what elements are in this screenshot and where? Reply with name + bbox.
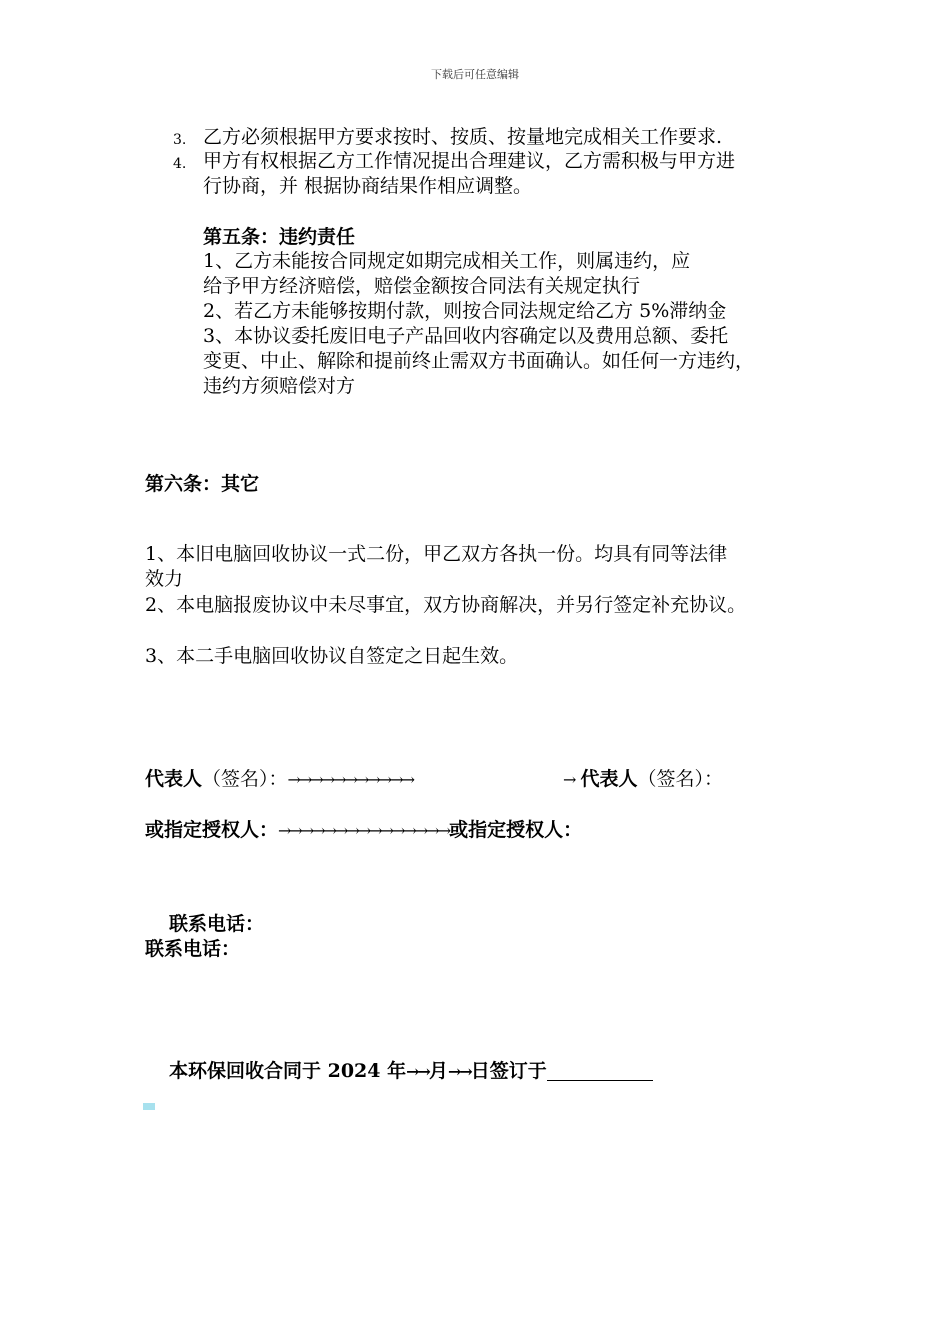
- phone-label-2: 联系电话：: [145, 938, 241, 960]
- article-6-p1-line-1: 1、本旧电脑回收协议一式二份，甲乙双方各执一份。均具有同等法律: [145, 543, 728, 565]
- article-6-title: 第六条：其它: [145, 473, 260, 495]
- tab-arrows: →→: [406, 1062, 429, 1081]
- page-header: 下载后可任意编辑: [431, 68, 519, 81]
- item-3-number: 3.: [173, 132, 187, 148]
- article-6-p3: 3、本二手电脑回收协议自签定之日起生效。: [145, 645, 519, 667]
- representative-label-2: 代表人: [580, 768, 638, 790]
- article-5-line-4: 3、本协议委托废旧电子产品回收内容确定以及费用总额、委托: [203, 325, 729, 347]
- authorized-row: [145, 818, 582, 843]
- item-3-text: 乙方必须根据甲方要求按时、按质、按量地完成相关工作要求.: [203, 126, 723, 148]
- item-4-line-1: 甲方有权根据乙方工作情况提出合理建议，乙方需积极与甲方进: [203, 150, 736, 172]
- article-5-line-3: 2、若乙方未能够按期付款，则按合同法规定给乙方 5%滞纳金: [203, 300, 727, 322]
- article-5-line-1: 1、乙方未能按合同规定如期完成相关工作，则属违约，应: [203, 250, 691, 272]
- signing-date-line: [169, 1059, 653, 1084]
- representative-row-right: [563, 767, 723, 792]
- item-4-line-2: 行协商，并 根据协商结果作相应调整。: [203, 175, 533, 197]
- signing-place-blank: [547, 1060, 653, 1081]
- signature-hint: （签名）：: [202, 768, 288, 790]
- phone-label-1: 联系电话：: [169, 913, 265, 935]
- tab-arrows: →→→→→→→→→→→→→→→: [278, 821, 450, 840]
- item-4-number: 4.: [173, 156, 187, 172]
- signing-text-3: 日签订于: [470, 1060, 547, 1082]
- signing-text-1: 本环保回收合同于 2024 年: [169, 1060, 407, 1082]
- tab-arrow: →: [563, 770, 575, 789]
- tab-arrows: →→→→→→→→→→→: [287, 770, 413, 789]
- article-5-line-5: 变更、中止、解除和提前终止需双方书面确认。如任何一方违约，: [203, 350, 755, 372]
- article-6-p1-line-2: 效力: [145, 568, 184, 590]
- article-5-line-2: 给予甲方经济赔偿，赔偿金额按合同法有关规定执行: [203, 275, 641, 297]
- authorized-label: 或指定授权人：: [145, 819, 279, 841]
- article-6-p2: 2、本电脑报废协议中未尽事宜，双方协商解决，并另行签定补充协议。: [145, 594, 747, 616]
- cursor-marker: [143, 1103, 155, 1110]
- tab-arrows: →→: [447, 1062, 471, 1081]
- representative-row: [145, 767, 413, 792]
- representative-label: 代表人: [145, 768, 203, 790]
- signing-text-2: 月: [428, 1060, 448, 1082]
- article-5-line-6: 违约方须赔偿对方: [203, 375, 356, 397]
- signature-hint-2: （签名）：: [637, 768, 723, 790]
- authorized-label-2: 或指定授权人：: [449, 819, 583, 841]
- article-5-title: 第五条：违约责任: [203, 226, 356, 248]
